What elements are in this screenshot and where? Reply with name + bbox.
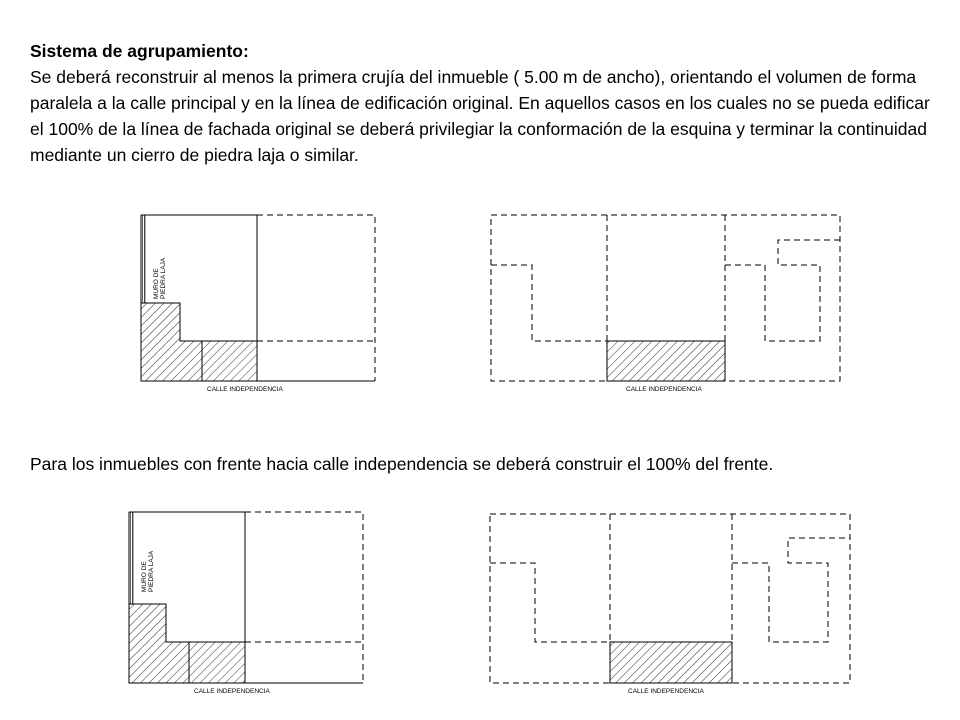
street-label: CALLE INDEPENDENCIA (628, 688, 704, 695)
wall-label-line1: MURO DE (141, 561, 148, 592)
wall-label-line1: MURO DE (153, 268, 160, 299)
dashed-line (491, 265, 607, 341)
wall-label (141, 550, 155, 592)
stone-wall-hatch (141, 215, 145, 303)
wall-label (153, 257, 167, 299)
diagram-bottom-right (490, 514, 850, 695)
street-label: CALLE INDEPENDENCIA (207, 386, 283, 393)
dashed-lot (245, 512, 363, 683)
paragraph-body: Se deberá reconstruir al menos la primera crujía del inmueble ( 5.00 m de ancho), orientando el volumen de forma paralela a la calle principal y en la línea de edificación original. En aquellos casos en los cuales no se pueda edificar el 100% de la línea de fachada original se deberá privilegiar la conformación de la esquina y terminar la continuidad mediante un cierro de piedra laja o similar. (30, 67, 930, 165)
built-front-hatch (610, 642, 732, 683)
diagram-top-right (491, 215, 840, 393)
wall-label-line2: PIEDRA LAJA (160, 257, 167, 299)
street-label: CALLE INDEPENDENCIA (626, 386, 702, 393)
paragraph-body: Para los inmuebles con frente hacia calle independencia se deberá construir el 100% del frente. (30, 454, 774, 474)
dashed-lot (257, 215, 375, 381)
dashed-line (725, 240, 840, 341)
stone-wall-hatch (129, 512, 133, 604)
section-heading: Sistema de agrupamiento: (30, 41, 249, 61)
street-label: CALLE INDEPENDENCIA (194, 688, 270, 695)
diagram-top-left (141, 215, 375, 393)
built-corner-hatch (141, 303, 257, 381)
built-front-hatch (607, 341, 725, 381)
wall-label-line2: PIEDRA LAJA (148, 550, 155, 592)
built-corner-hatch (129, 604, 245, 683)
diagram-bottom-left (129, 512, 363, 695)
dashed-line (490, 563, 610, 642)
dashed-line (732, 538, 850, 642)
